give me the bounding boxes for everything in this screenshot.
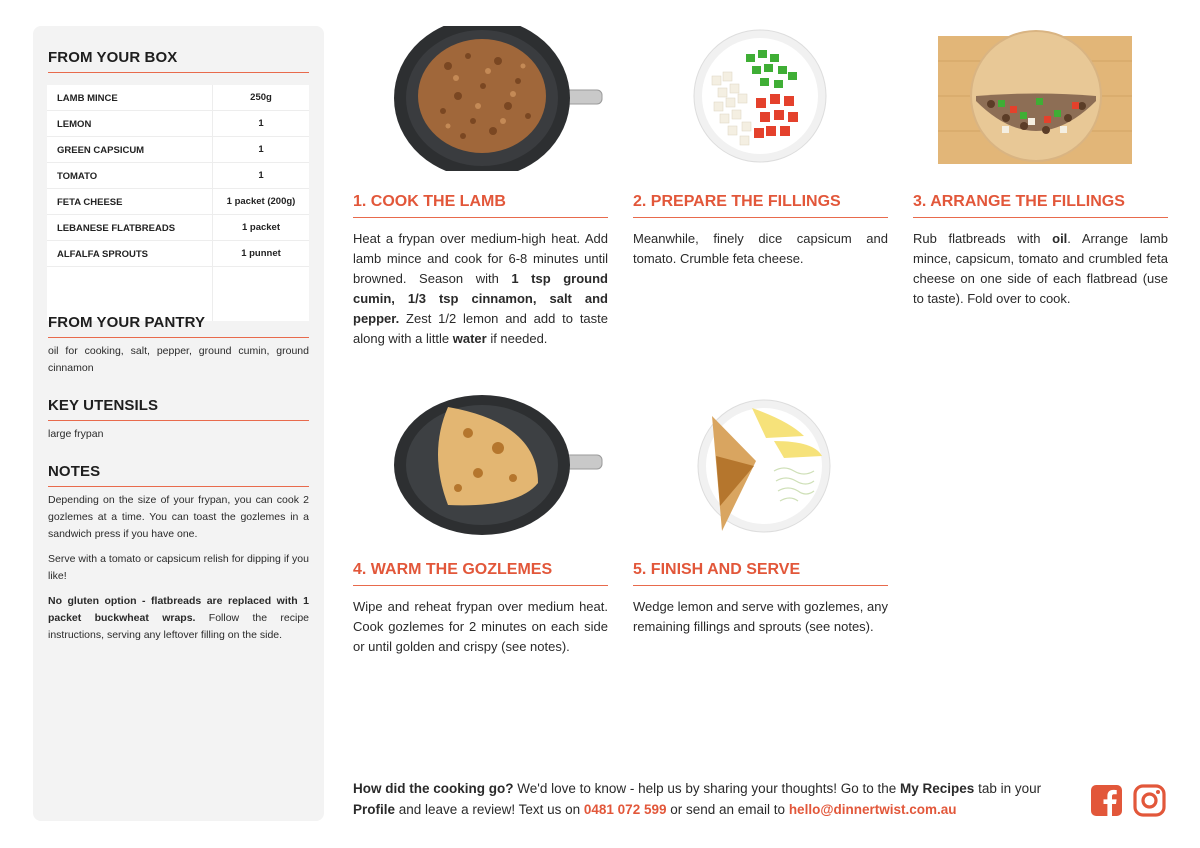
table-row — [47, 163, 309, 189]
notes-paragraph: Serve with a tomato or capsicum relish for dipping if you like! — [48, 553, 309, 582]
ingredient-name: LAMB MINCE — [57, 93, 118, 104]
notes-heading: NOTES — [48, 463, 309, 487]
table-row — [47, 111, 309, 137]
step-text-part: if needed. — [486, 331, 548, 346]
step-4-text: Wipe and reheat frypan over medium heat. Cook gozlemes for 2 minutes on each side or until golden and crispy (see notes). — [353, 599, 608, 654]
table-row — [47, 241, 309, 267]
cook-lamb-image — [388, 26, 608, 171]
ingredients-table — [47, 85, 309, 321]
step-bold-part: 1 tsp ground cumin, 1/3 tsp cinnamon, salt and pepper. — [353, 271, 608, 326]
table-row — [47, 85, 309, 111]
step-5-text: Wedge lemon and serve with gozlemes, any remaining fillings and sprouts (see notes). — [633, 599, 888, 634]
table-row-empty — [47, 267, 309, 293]
warm-gozlemes-image — [388, 393, 608, 538]
table-row — [47, 189, 309, 215]
footer-text: We'd love to know - help us by sharing your thoughts! Go to the — [513, 781, 901, 796]
ingredient-qty: 250g — [250, 92, 272, 103]
step-text-part: Zest 1/2 lemon and add to taste along with a little — [353, 311, 608, 346]
footer-text: and leave a review! Text us on — [395, 802, 584, 817]
step-bold-part: water — [452, 331, 487, 346]
table-row — [47, 215, 309, 241]
notes-paragraph — [48, 593, 309, 644]
gluten-free-note: No gluten option - flatbreads are replaced with 1 packet buckwheat wraps. — [48, 595, 309, 624]
footer-bold: My Recipes — [900, 781, 975, 796]
phone-link[interactable]: 0481 072 599 — [583, 802, 667, 817]
notes-paragraph: Depending on the size of your frypan, you can cook 2 gozlemes at a time. You can toast the gozlemes in a sandwich press if you have one. — [48, 494, 309, 540]
from-your-box-heading: FROM YOUR BOX — [48, 49, 309, 73]
finish-serve-image — [694, 396, 834, 536]
ingredient-qty: 1 — [258, 118, 264, 129]
step-3-text — [913, 229, 1168, 309]
pantry-text: oil for cooking, salt, pepper, ground cumin, ground cinnamon — [48, 345, 309, 374]
feedback-footer — [353, 778, 1073, 820]
footer-bold: Profile — [353, 802, 396, 817]
ingredient-name: GREEN CAPSICUM — [57, 145, 145, 156]
key-utensils-heading: KEY UTENSILS — [48, 397, 309, 421]
footer-text: tab in your — [974, 781, 1042, 796]
step-5-title: 5. FINISH AND SERVE — [633, 561, 888, 586]
ingredient-name: LEBANESE FLATBREADS — [57, 223, 176, 234]
ingredient-qty: 1 — [258, 144, 264, 155]
ingredient-name: LEMON — [57, 119, 92, 130]
ingredient-qty: 1 — [258, 170, 264, 181]
ingredient-qty: 1 punnet — [241, 248, 281, 259]
step-bold-part: oil — [1052, 231, 1068, 246]
ingredient-qty: 1 packet — [241, 222, 281, 233]
instagram-icon[interactable] — [1133, 784, 1166, 817]
step-4-title: 4. WARM THE GOZLEMES — [353, 561, 608, 586]
footer-text: or send an email to — [666, 802, 789, 817]
step-2-title: 2. PREPARE THE FILLINGS — [633, 193, 888, 218]
footer-bold: How did the cooking go? — [353, 781, 514, 796]
from-your-pantry-heading: FROM YOUR PANTRY — [48, 314, 309, 338]
step-1-text — [353, 229, 608, 349]
ingredient-qty: 1 packet (200g) — [226, 196, 296, 207]
step-text-part: . Arrange lamb mince, capsicum, tomato and crumbled feta cheese on one side of each flatbread (use to taste). Fold over to cook. — [913, 231, 1168, 306]
notes-text: Follow the recipe instructions, serving any leftover filling on the side. — [48, 612, 309, 641]
table-row — [47, 137, 309, 163]
step-1-title: 1. COOK THE LAMB — [353, 193, 608, 218]
ingredients-sidebar — [33, 26, 324, 821]
ingredient-name: TOMATO — [57, 171, 98, 182]
prepare-fillings-image — [690, 26, 830, 166]
facebook-icon[interactable] — [1090, 784, 1123, 817]
step-2-text: Meanwhile, finely dice capsicum and tomato. Crumble feta cheese. — [633, 231, 888, 266]
ingredient-name: ALFALFA SPROUTS — [57, 249, 148, 260]
arrange-fillings-image — [936, 26, 1134, 168]
step-3-title: 3. ARRANGE THE FILLINGS — [913, 193, 1168, 218]
step-text-part: Rub flatbreads with — [913, 231, 1053, 246]
step-text-part: Heat a frypan over medium-high heat. Add lamb mince and cook for 6-8 minutes until browned. Season with — [353, 231, 608, 286]
email-link[interactable]: hello@dinnertwist.com.au — [788, 802, 957, 817]
ingredient-name: FETA CHEESE — [57, 197, 123, 208]
utensils-text: large frypan — [48, 428, 104, 440]
